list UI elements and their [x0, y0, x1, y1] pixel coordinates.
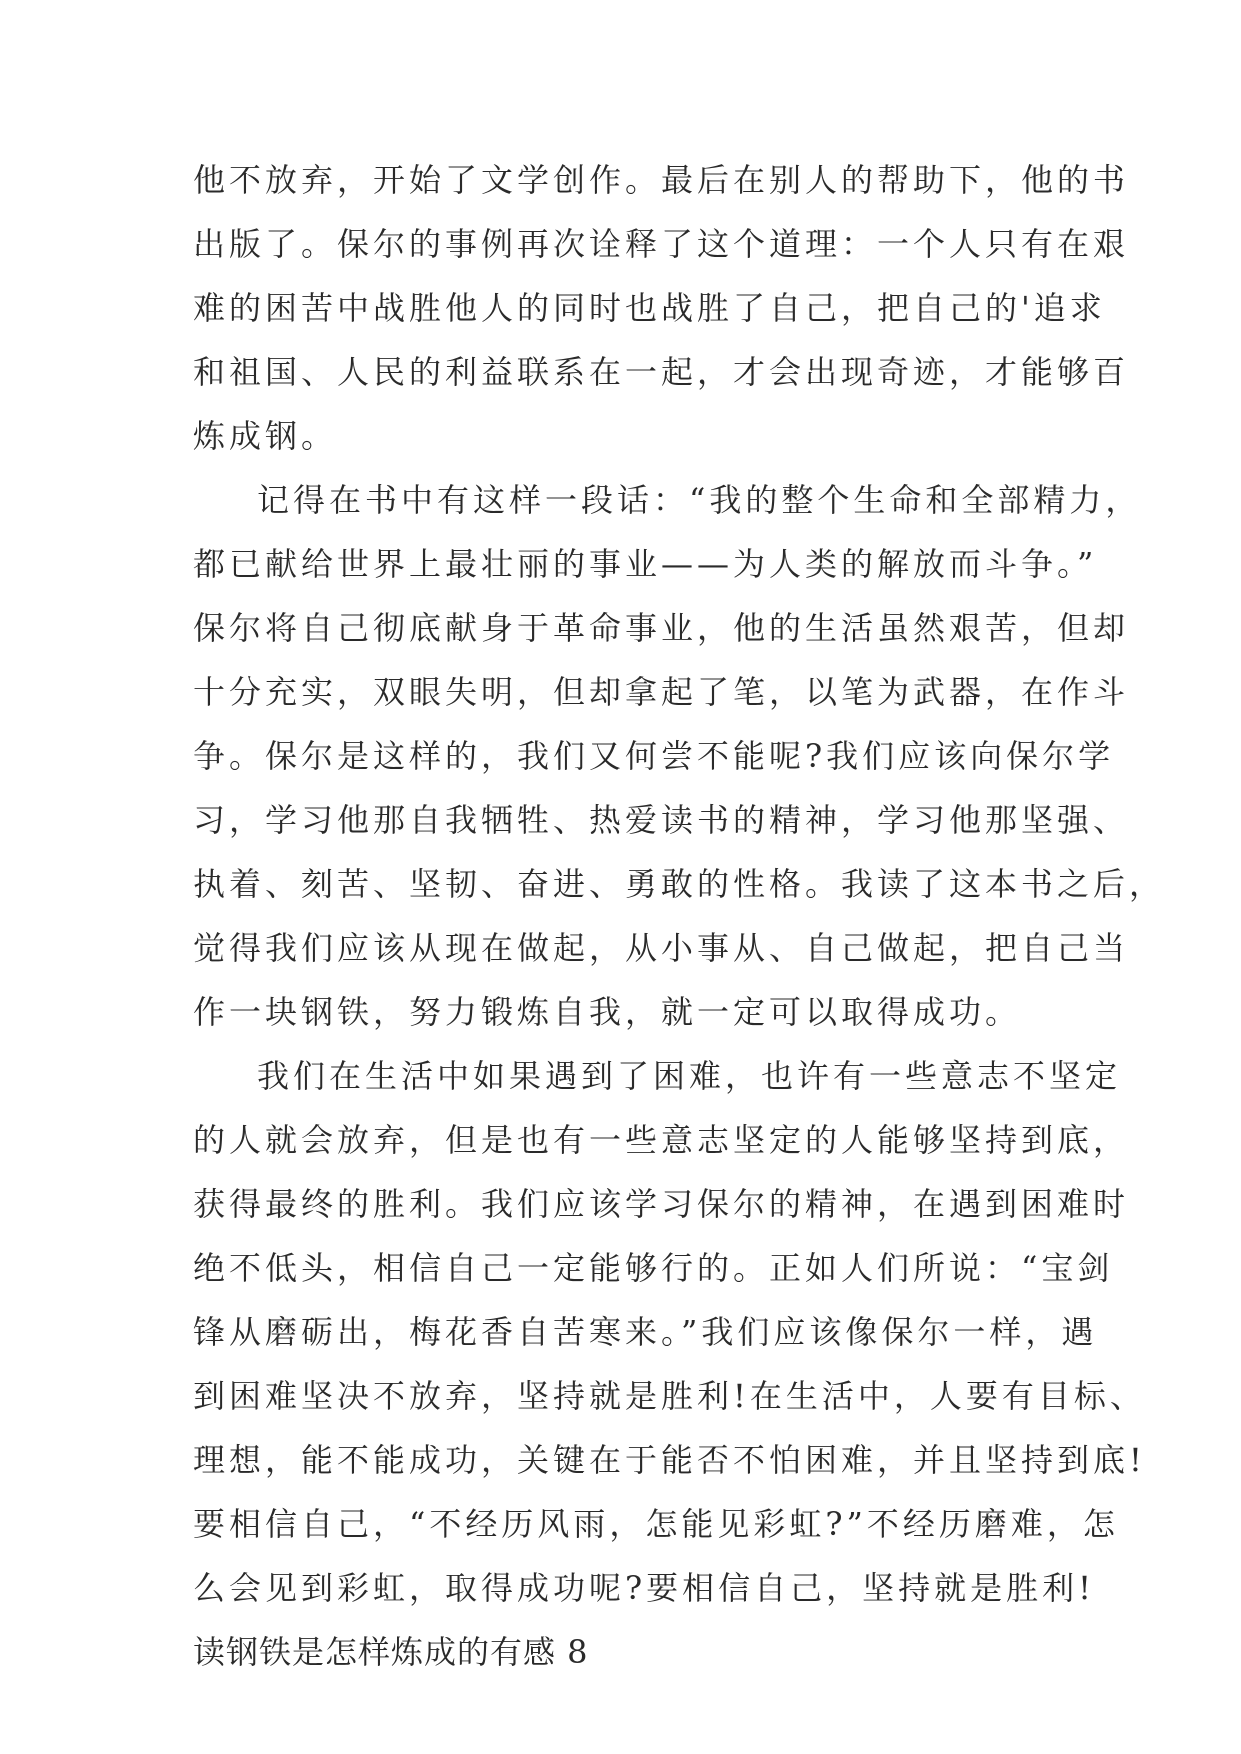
paragraph-line: 难的困苦中战胜他人的同时也战胜了自己，把自己的'追求: [193, 289, 1106, 327]
paragraph-line: 十分充实，双眼失明，但却拿起了笔，以笔为武器，在作斗: [193, 673, 1130, 711]
paragraph-line: 绝不低头，相信自己一定能够行的。正如人们所说：“宝剑: [193, 1249, 1114, 1287]
paragraph-line: 执着、刻苦、坚韧、奋进、勇敢的性格。我读了这本书之后，: [193, 865, 1166, 903]
paragraph-line: 的人就会放弃，但是也有一些意志坚定的人能够坚持到底，: [193, 1121, 1130, 1159]
paragraph-line: 都已献给世界上最壮丽的事业——为人类的解放而斗争。”: [193, 545, 1098, 583]
paragraph-line: 出版了。保尔的事例再次诠释了这个道理：一个人只有在艰: [193, 225, 1130, 263]
paragraph-3: [193, 1044, 1146, 1620]
paragraph-line: 觉得我们应该从现在做起，从小事从、自己做起，把自己当: [193, 929, 1130, 967]
paragraph-line: 炼成钢。: [193, 417, 338, 455]
paragraph-line: 么会见到彩虹，取得成功呢?要相信自己，坚持就是胜利!: [193, 1569, 1096, 1607]
paragraph-2: [193, 468, 1166, 1044]
document-body: [193, 148, 1166, 1684]
paragraph-line: 锋从磨砺出，梅花香自苦寒来。”我们应该像保尔一样，遇: [193, 1313, 1098, 1351]
section-heading: 读钢铁是怎样炼成的有感 8: [193, 1633, 589, 1671]
paragraph-line: 理想，能不能成功，关键在于能否不怕困难，并且坚持到底!: [193, 1441, 1146, 1479]
paragraph-line: 记得在书中有这样一段话：“我的整个生命和全部精力，: [257, 481, 1142, 519]
paragraph-1: [193, 148, 1130, 468]
paragraph-line: 习，学习他那自我牺牲、热爱读书的精神，学习他那坚强、: [193, 801, 1130, 839]
paragraph-line: 我们在生活中如果遇到了困难，也许有一些意志不坚定: [257, 1057, 1122, 1095]
paragraph-line: 保尔将自己彻底献身于革命事业，他的生活虽然艰苦，但却: [193, 609, 1130, 647]
paragraph-line: 要相信自己，“不经历风雨，怎能见彩虹?”不经历磨难，怎: [193, 1505, 1119, 1543]
paragraph-line: 争。保尔是这样的，我们又何尝不能呢?我们应该向保尔学: [193, 737, 1115, 775]
paragraph-line: 到困难坚决不放弃，坚持就是胜利!在生活中，人要有目标、: [193, 1377, 1146, 1415]
paragraph-line: 和祖国、人民的利益联系在一起，才会出现奇迹，才能够百: [193, 353, 1130, 391]
paragraph-line: 获得最终的胜利。我们应该学习保尔的精神，在遇到困难时: [193, 1185, 1130, 1223]
paragraph-line: 他不放弃，开始了文学创作。最后在别人的帮助下，他的书: [193, 161, 1130, 199]
paragraph-line: 作一块钢铁，努力锻炼自我，就一定可以取得成功。: [193, 993, 1022, 1031]
